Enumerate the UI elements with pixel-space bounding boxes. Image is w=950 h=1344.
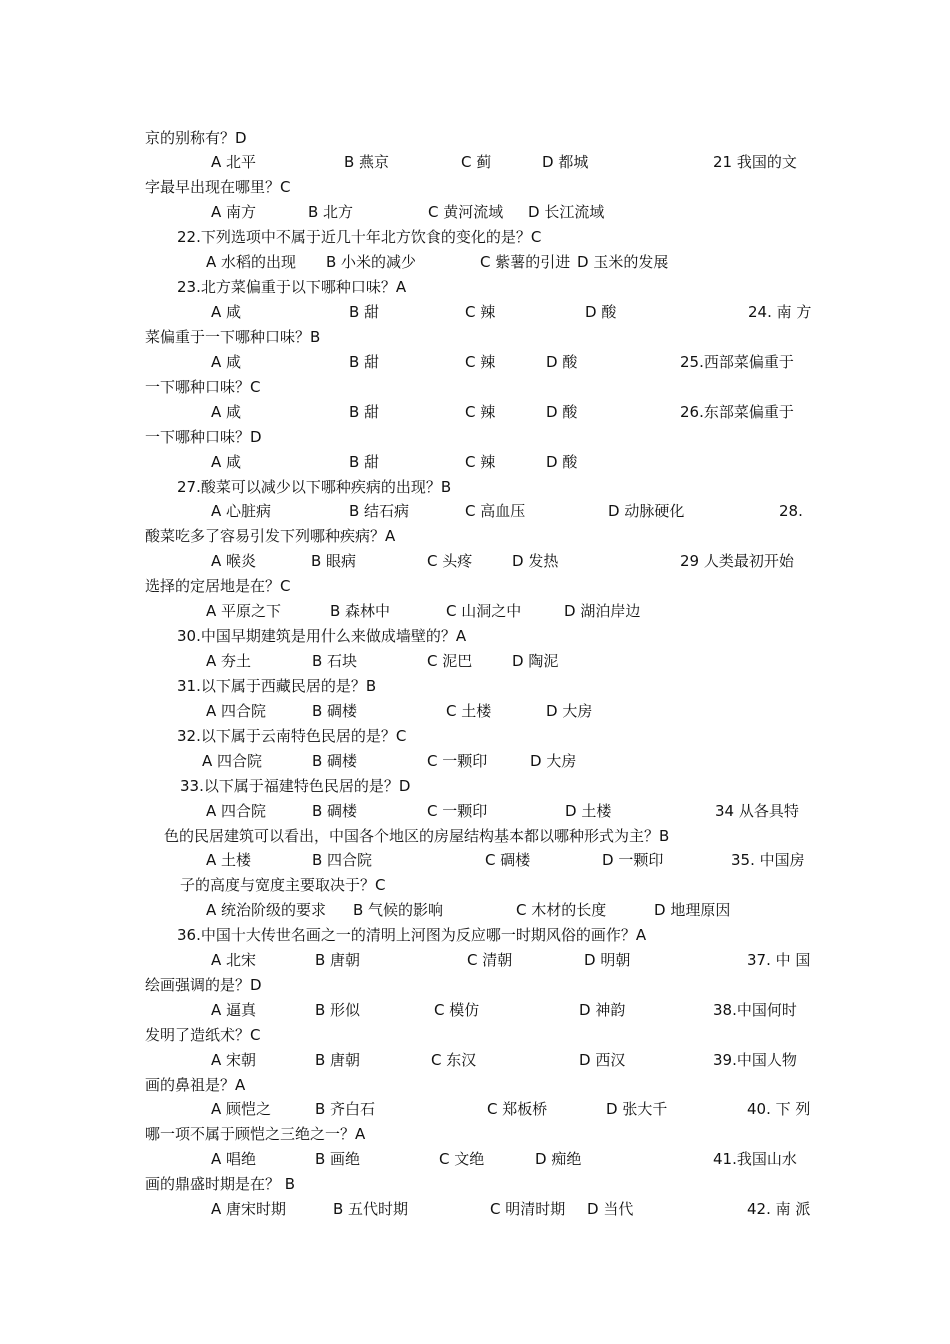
question-start: 38.中国何时: [713, 1001, 797, 1019]
option-d: D 酸: [546, 403, 578, 421]
question-start: 42. 南 派: [747, 1200, 811, 1218]
option-b: B 唐朝: [315, 1051, 361, 1069]
option-a: A 土楼: [206, 851, 252, 869]
option-a: A 平原之下: [206, 602, 282, 620]
question-line: 30.中国早期建筑是用什么来做成墙壁的？A: [177, 627, 467, 645]
option-d: D 湖泊岸边: [564, 602, 641, 620]
option-d: D 神韵: [579, 1001, 626, 1019]
option-a: A 南方: [211, 203, 257, 221]
option-b: B 碉楼: [312, 702, 358, 720]
question-start: 25.西部菜偏重于: [680, 353, 794, 371]
question-start: 28.: [779, 502, 803, 520]
question-start: 34 从各具特: [715, 802, 799, 820]
option-d: D 西汉: [579, 1051, 626, 1069]
option-c: C 清朝: [467, 951, 513, 969]
option-c: C 辣: [465, 453, 496, 471]
option-c: C 木材的长度: [516, 901, 607, 919]
option-b: B 甜: [349, 303, 380, 321]
option-a: A 逼真: [211, 1001, 257, 1019]
text-line: 哪一项不属于顾恺之三绝之一？A: [145, 1125, 366, 1143]
question-start: 26.东部菜偏重于: [680, 403, 794, 421]
option-a: A 统治阶级的要求: [206, 901, 327, 919]
option-c: C 模仿: [434, 1001, 480, 1019]
option-c: C 辣: [465, 403, 496, 421]
option-a: A 咸: [211, 303, 242, 321]
option-c: C 紫薯的引进: [480, 253, 571, 271]
option-b: B 碉楼: [312, 802, 358, 820]
option-b: B 气候的影响: [353, 901, 444, 919]
option-c: C 泥巴: [427, 652, 473, 670]
question-start: 35. 中国房: [731, 851, 805, 869]
option-b: B 甜: [349, 453, 380, 471]
option-c: C 碉楼: [485, 851, 531, 869]
option-b: B 北方: [308, 203, 354, 221]
option-d: D 当代: [587, 1200, 634, 1218]
question-line: 36.中国十大传世名画之一的清明上河图为反应哪一时期风俗的画作？A: [177, 926, 647, 944]
option-c: C 山洞之中: [446, 602, 522, 620]
question-line: 22.下列选项中不属于近几十年北方饮食的变化的是？C: [177, 228, 542, 246]
option-d: D 动脉硬化: [608, 502, 685, 520]
text-line: 一下哪种口味？D: [145, 428, 262, 446]
text-line: 绘画强调的是？D: [145, 976, 262, 994]
option-d: D 长江流域: [528, 203, 605, 221]
question-start: 21 我国的文: [713, 153, 797, 171]
option-b: B 森林中: [330, 602, 391, 620]
question-line: 32.以下属于云南特色民居的是？C: [177, 727, 407, 745]
option-d: D 陶泥: [512, 652, 559, 670]
option-a: A 喉炎: [211, 552, 257, 570]
option-b: B 眼病: [311, 552, 357, 570]
option-b: B 结石病: [349, 502, 410, 520]
option-d: D 土楼: [565, 802, 612, 820]
question-start: 41.我国山水: [713, 1150, 797, 1168]
option-c: C 一颗印: [427, 752, 488, 770]
option-a: A 四合院: [206, 702, 267, 720]
option-d: D 都城: [542, 153, 589, 171]
option-d: D 地理原因: [654, 901, 731, 919]
option-b: B 燕京: [344, 153, 390, 171]
option-c: C 明清时期: [490, 1200, 566, 1218]
text-line: 菜偏重于一下哪种口味？B: [145, 328, 321, 346]
text-line: 色的民居建筑可以看出，中国各个地区的房屋结构基本都以哪种形式为主？B: [164, 827, 670, 845]
option-a: A 心脏病: [211, 502, 272, 520]
text-line: 画的鼎盛时期是在？ B: [145, 1175, 296, 1193]
option-c: C 蓟: [461, 153, 492, 171]
option-b: B 画绝: [315, 1150, 361, 1168]
option-d: D 酸: [585, 303, 617, 321]
text-line: 京的别称有？D: [145, 129, 247, 147]
question-line: 27.酸菜可以减少以下哪种疾病的出现？B: [177, 478, 452, 496]
option-c: C 文绝: [439, 1150, 485, 1168]
question-start: 40. 下 列: [747, 1100, 811, 1118]
option-a: A 咸: [211, 403, 242, 421]
option-d: D 大房: [530, 752, 577, 770]
option-b: B 碉楼: [312, 752, 358, 770]
option-a: A 唐宋时期: [211, 1200, 287, 1218]
option-c: C 头疼: [427, 552, 473, 570]
option-b: B 小米的减少: [326, 253, 417, 271]
option-a: A 宋朝: [211, 1051, 257, 1069]
text-line: 选择的定居地是在？C: [145, 577, 291, 595]
question-line: 31.以下属于西藏民居的是？B: [177, 677, 377, 695]
option-b: B 唐朝: [315, 951, 361, 969]
option-a: A 咸: [211, 353, 242, 371]
option-d: D 玉米的发展: [577, 253, 669, 271]
option-c: C 东汉: [431, 1051, 477, 1069]
text-line: 一下哪种口味？C: [145, 378, 261, 396]
option-c: C 辣: [465, 303, 496, 321]
option-c: C 黄河流域: [428, 203, 504, 221]
text-line: 子的高度与宽度主要取决于？C: [180, 876, 386, 894]
option-c: C 辣: [465, 353, 496, 371]
option-d: D 痴绝: [535, 1150, 582, 1168]
option-c: C 高血压: [465, 502, 526, 520]
option-d: D 大房: [546, 702, 593, 720]
option-b: B 甜: [349, 403, 380, 421]
option-a: A 水稻的出现: [206, 253, 297, 271]
question-start: 29 人类最初开始: [680, 552, 794, 570]
option-a: A 北宋: [211, 951, 257, 969]
option-b: B 四合院: [312, 851, 373, 869]
option-a: A 四合院: [202, 752, 263, 770]
text-line: 字最早出现在哪里？C: [145, 178, 291, 196]
option-b: B 石块: [312, 652, 358, 670]
option-a: A 夯土: [206, 652, 252, 670]
question-start: 37. 中 国: [747, 951, 811, 969]
question-start: 24. 南 方: [748, 303, 812, 321]
option-b: B 形似: [315, 1001, 361, 1019]
option-a: A 顾恺之: [211, 1100, 272, 1118]
option-d: D 酸: [546, 453, 578, 471]
option-c: C 郑板桥: [487, 1100, 548, 1118]
option-d: D 明朝: [584, 951, 631, 969]
option-b: B 齐白石: [315, 1100, 376, 1118]
option-a: A 四合院: [206, 802, 267, 820]
option-c: C 土楼: [446, 702, 492, 720]
option-a: A 唱绝: [211, 1150, 257, 1168]
option-d: D 酸: [546, 353, 578, 371]
text-line: 画的鼻祖是？A: [145, 1076, 246, 1094]
option-d: D 发热: [512, 552, 559, 570]
option-c: C 一颗印: [427, 802, 488, 820]
option-b: B 甜: [349, 353, 380, 371]
option-b: B 五代时期: [333, 1200, 409, 1218]
option-d: D 张大千: [606, 1100, 668, 1118]
question-line: 23.北方菜偏重于以下哪种口味？A: [177, 278, 407, 296]
text-line: 酸菜吃多了容易引发下列哪种疾病？A: [145, 527, 396, 545]
text-line: 发明了造纸术？C: [145, 1026, 261, 1044]
question-start: 39.中国人物: [713, 1051, 797, 1069]
question-line: 33.以下属于福建特色民居的是？D: [180, 777, 411, 795]
option-d: D 一颗印: [602, 851, 664, 869]
option-a: A 咸: [211, 453, 242, 471]
option-a: A 北平: [211, 153, 257, 171]
